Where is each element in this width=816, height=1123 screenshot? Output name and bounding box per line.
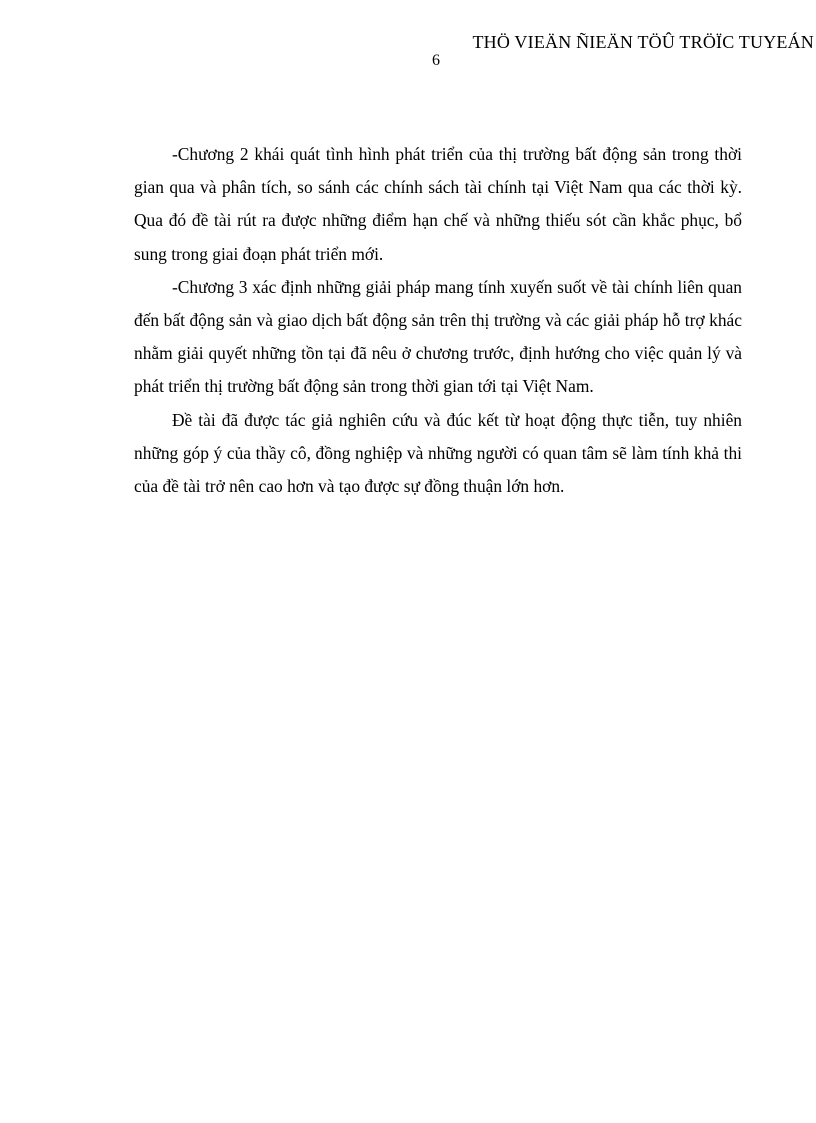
paragraph-conclusion: Đề tài đã được tác giả nghiên cứu và đúc kết từ hoạt động thực tiễn, tuy nhiên những góp ý của thầy cô, đồng nghiệp và những người có quan tâm sẽ làm tính khả thi của đề tài trở nên cao hơn và tạo được sự đồng thuận lớn hơn.: [134, 409, 742, 497]
page-number: 6: [432, 52, 440, 69]
paragraph-chapter-2: -Chương 2 khái quát tình hình phát triển của thị trường bất động sản trong thời gian qua và phân tích, so sánh các chính sách tài chính tại Việt Nam qua các thời kỳ. Qua đó đề tài rút ra được những điểm hạn chế và những thiếu sót cần khắc phục, bổ sung trong giai đoạn phát triển mới.: [134, 144, 742, 264]
paragraph-chapter-3: -Chương 3 xác định những giải pháp mang tính xuyến suốt về tài chính liên quan đến bất động sản và giao dịch bất động sản trên thị trường và các giải pháp hỗ trợ khác nhằm giải quyết những tồn tại đã nêu ở chương trước, định hướng cho việc quản lý và phát triển thị trường bất động sản trong thời gian tới tại Việt Nam.: [134, 276, 742, 397]
header-watermark: THÖ VIEÄN ÑIEÄN TÖÛ TRÖÏC TUYEÁN: [472, 32, 814, 52]
document-body: [134, 138, 742, 503]
